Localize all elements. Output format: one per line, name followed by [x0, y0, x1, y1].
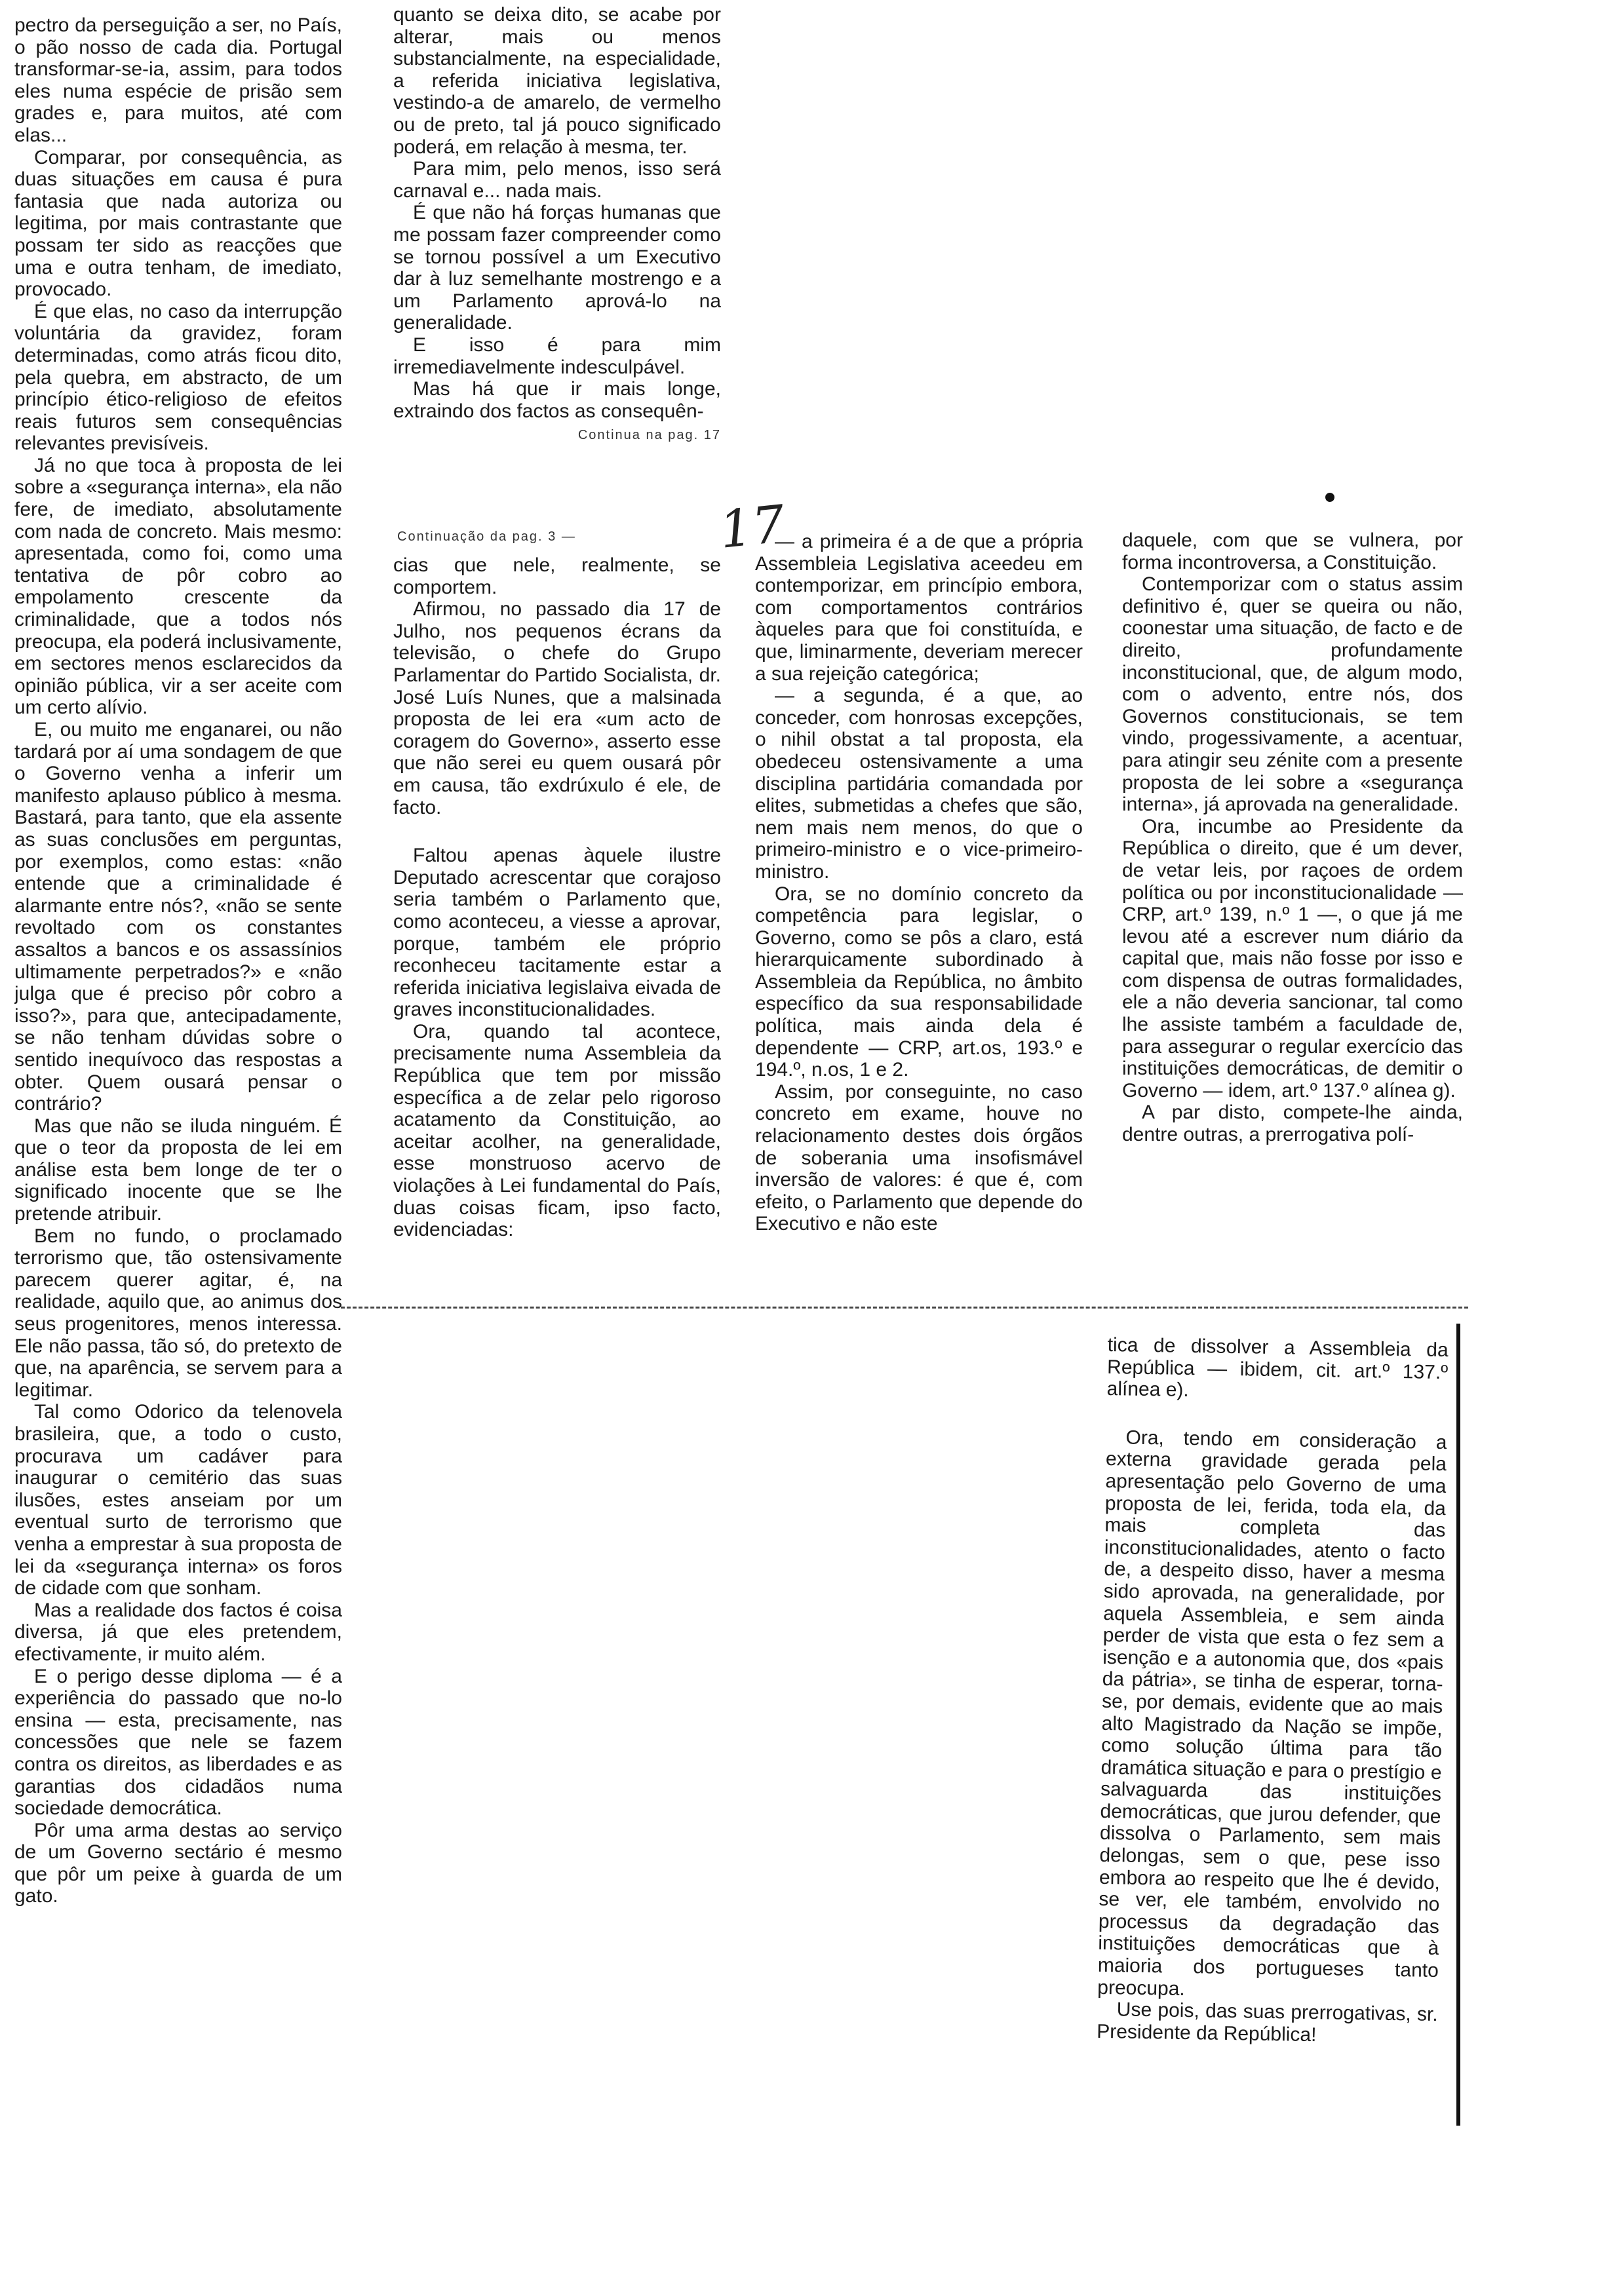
paragraph: Ora, incumbe ao Presidente da República o direito, que é um dever, de vetar leis, por raçoes de ordem política ou por inconstitucionalidade — CRP, art.º 139, n.º 1 —, o que já me levou até a escrever num diário da capital que, mais não fosse por isso e com dispensa de outras formalidades, ele a não deveria sancionar, tal como lhe assiste também a faculdade de, para assegurar o regular exercício das instituições democráticas, de demitir o Governo — idem, art.º 137.º alínea g). — [1122, 815, 1463, 1101]
column-1 — [14, 14, 342, 2151]
paragraph: Tal como Odorico da telenovela brasileira, que, a todo o custo, procurava um cadáver para inaugurar o cemitério das suas ilusões, estes anseiam por um eventual surto de terrorismo que venha a emprestar à sua proposta de lei da «segurança interna» os foros de cidade com que sonham. — [14, 1401, 342, 1599]
paragraph: Assim, por conseguinte, no caso concreto em exame, houve no relacionamento destes dois órgãos de soberania uma insofismável inversão de valores: é que é, com efeito, o Parlamento que depende do Executivo e não este — [755, 1081, 1083, 1235]
paragraph: Mas a realidade dos factos é coisa diversa, já que eles pretendem, efectivamente, ir muito além. — [14, 1599, 342, 1665]
paragraph: Contemporizar com o status assim definitivo é, quer se queira ou não, coonestar uma situação, de facto e de direito, profundamente inconstitucional, que, de algum modo, com o advento, entre nós, dos Governos constitucionais, se tem vindo, progessivamente, a acentuar, para atingir seu zénite com a presente proposta de lei sobre a «segurança interna», já aprovada na generalidade. — [1122, 573, 1463, 816]
cut-line — [341, 1307, 1468, 1309]
continued-from-note: Continuação da pag. 3 — — [397, 529, 576, 544]
page-number: 17 — [716, 495, 788, 560]
paragraph: Já no que toca à proposta de lei sobre a «segurança interna», ela não fere, de imediato, absolutamente com nada de concreto. Mais mesmo: apresentada, como foi, como uma tentativa de pôr cobro ao empolamento crescente da criminalidade, que a todos nós preocupa, ela poderá inclusivamente, em sectores menos esclarecidos da opinião pública, vir a ser aceite com um certo alívio. — [14, 454, 342, 719]
paragraph: Ora, se no domínio concreto da competência para legislar, o Governo, como se pôs a claro, está hierarquicamente subordinado à Assembleia da República, no âmbito específico da sua responsabilidade política, mais ainda dela é dependente — CRP, art.os, 193.º e 194.º, n.os, 1 e 2. — [755, 883, 1083, 1081]
paragraph: É que elas, no caso da interrupção voluntária da gravidez, foram determinadas, como atrás ficou dito, pela quebra, em abstracto, de um princípio ético-religioso de efeitos reais futuros sem consequências relevantes previsíveis. — [14, 300, 342, 455]
paragraph: E, ou muito me enganarei, ou não tardará por aí uma sondagem de que o Governo venha a inferir um manifesto aplauso público à mesma. Bastará, para tanto, que ela assente as suas conclusões em perguntas, por exemplos, como estas: «não entende que a criminalidade é alarmante entre nós?, «não se sente revoltado com os constantes assaltos a bancos e os assassínios ultimamente perpetrados?» e «não julga que é preciso pôr cobro a isso?», para que, antecipadamente, se não tenham dúvidas sobre o sentido inequívoco das respostas a obter. Quem ousará pensar o contrário? — [14, 719, 342, 1115]
paragraph: tica de dissolver a Assembleia da República — ibidem, cit. art.º 137.º alínea e). — [1106, 1334, 1449, 1402]
ink-dot — [1325, 493, 1334, 502]
paragraph: — a primeira é a de que a própria Assembleia Legislativa aceedeu em contemporizar, em princípio embora, com comportamentos contrários àqueles para que foi constituída, e que, liminarmente, deveriam merecer a sua rejeição categórica; — [755, 531, 1083, 685]
paragraph: E isso é para mim irremediavelmente indesculpável. — [393, 334, 721, 378]
paragraph: quanto se deixa dito, se acabe por alterar, mais ou menos substancialmente, na especialidade, a referida iniciativa legislativa, vestindo-a de amarelo, de vermelho ou de preto, tal já pouco significado poderá, em relação à mesma, ter. — [393, 4, 721, 158]
paragraph: cias que nele, realmente, se comportem. — [393, 554, 721, 598]
paragraph: Pôr uma arma destas ao serviço de um Governo sectário é mesmo que pôr um peixe à guarda de um gato. — [14, 1819, 342, 1907]
paragraph: Ora, quando tal acontece, precisamente numa Assembleia da República que tem por missão específica a de zelar pelo rigoroso acatamento da Constituição, ao aceitar acolher, na generalidade, esse monstruoso acervo de violações à Lei fundamental do País, duas coisas ficam, ipso facto, evidenciadas: — [393, 1020, 721, 1241]
column-2-top — [393, 4, 721, 491]
paragraph: Bem no fundo, o proclamado terrorismo que, tão ostensivamente parecem querer agitar, é, na realidade, aquilo que, ao animus dos seus progenitores, menos interessa. Ele não passa, tão só, do pretexto de que, na aparência, se servem para a legitimar. — [14, 1225, 342, 1401]
paragraph: daquele, com que se vulnera, por forma incontroversa, a Constituição. — [1122, 529, 1463, 573]
column-3 — [755, 531, 1083, 1301]
paragraph: Use pois, das suas prerrogativas, sr. Presidente da República! — [1097, 1999, 1439, 2046]
continuation-note: Continua na pag. 17 — [577, 428, 721, 443]
paragraph: A par disto, compete-lhe ainda, dentre outras, a prerrogativa polí- — [1122, 1101, 1463, 1146]
paragraph: Afirmou, no passado dia 17 de Julho, nos pequenos écrans da televisão, o chefe do Grupo Parlamentar do Partido Socialista, dr. José Luís Nunes, que a malsinada proposta de lei era «um acto de coragem do Governo», asserto esse que não serei eu quem ousará pôr em causa, tão exdrúxulo é ele, de facto. — [393, 598, 721, 818]
paragraph: E o perigo desse diploma — é a experiência do passado que no-lo ensina — esta, precisamente, nas concessões que nele se fazem contra os direitos, as liberdades e as garantias dos cidadãos numa sociedade democrática. — [14, 1665, 342, 1820]
paragraph: pectro da perseguição a ser, no País, o pão nosso de cada dia. Portugal transformar-se-ia, assim, para todos eles numa espécie de prisão sem grades e, para muitos, até com elas... — [14, 14, 342, 146]
paragraph: Faltou apenas àquele ilustre Deputado acrescentar que corajoso seria também o Parlamento que, como aconteceu, a viesse a aprovar, porque, também ele próprio reconheceu tacitamente estar a referida iniciativa legislaiva eivada de graves inconstitucionalidades. — [393, 845, 721, 1021]
clipping-edge-bar — [1456, 1324, 1460, 2126]
column-5 — [1095, 1334, 1449, 2119]
paragraph: Mas que não se iluda ninguém. É que o teor da proposta de lei em análise esta bem longe de ter o significado inocente que se lhe pretende atribuir. — [14, 1115, 342, 1225]
paragraph: Para mim, pelo menos, isso será carnaval e... nada mais. — [393, 158, 721, 202]
column-2-bottom — [393, 554, 721, 1301]
column-4 — [1122, 529, 1463, 1303]
paragraph: É que não há forças humanas que me possam fazer compreender como se tornou possível a um Executivo dar à luz semelhante mostrengo e a um Parlamento aprová-lo na generalidade. — [393, 202, 721, 334]
paragraph: — a segunda, é a que, ao conceder, com honrosas excepções, o nihil obstat a tal proposta, ela obedeceu ostensivamente a uma disciplina partidária comandada por elites, submetidas a chefes que são, nem mais nem menos, do que o primeiro-ministro e o vice-primeiro-ministro. — [755, 685, 1083, 883]
paragraph: Comparar, por consequência, as duas situações em causa é pura fantasia que nada autoriza ou legitima, por mais contrastante que possam ter sido as reacções que uma e outra tenham, de imediato, provocado. — [14, 146, 342, 301]
paragraph: Mas há que ir mais longe, extraindo dos factos as consequên- — [393, 378, 721, 422]
paragraph: Ora, tendo em consideração a externa gravidade gerada pela apresentação pelo Governo de uma proposta de lei, ferida, toda ela, da mais completa das inconstitucionalidades, atento o facto de, a despeito disso, haver a mesma sido aprovada, na generalidade, por aquela Assembleia, e sem ainda perder de vista que esta o fez sem a isenção e a autonomia que, dos «pais da pátria», se tinha de esperar, torna-se, por demais, evidente que ao mais alto Magistrado da Nação se impõe, como solução última para tão dramática situação e para o prestígio e salvaguarda das instituições democráticas, que jurou defender, que dissolva o Parlamento, sem mais delongas, sem o que, pese isso embora ao respeito que lhe é devido, se ver, ele também, envolvido no processus da degradação das instituições democráticas que à maioria dos portugueses tanto preocupa. — [1097, 1426, 1447, 2000]
